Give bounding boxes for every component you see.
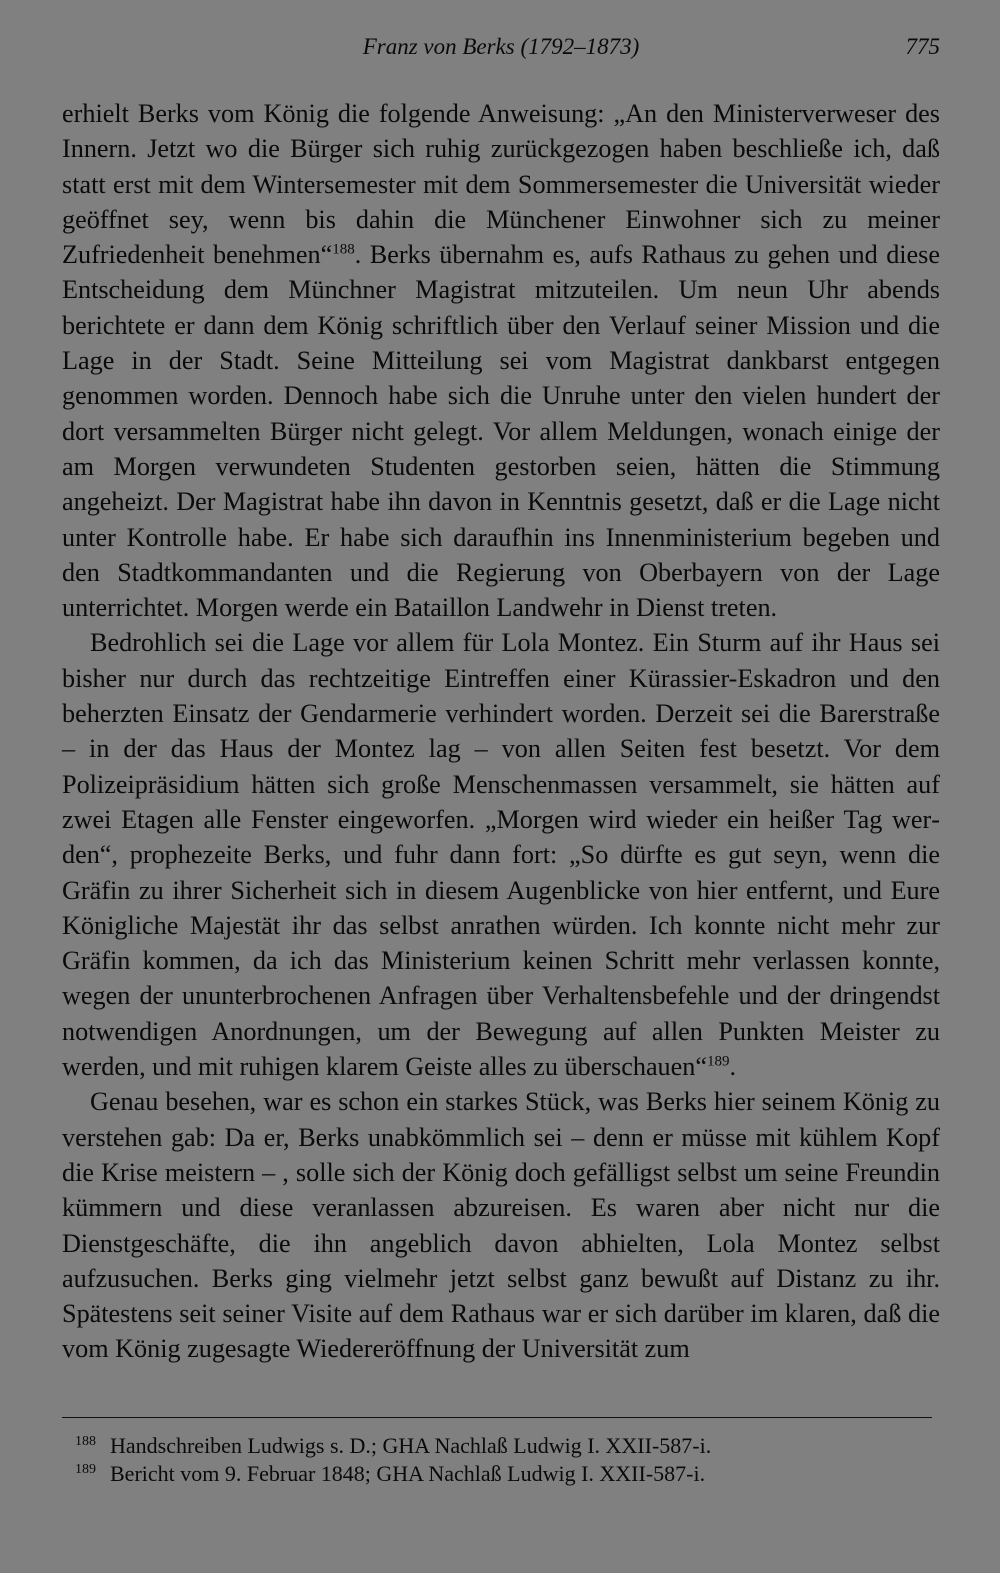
footnote-divider: [62, 1417, 932, 1418]
body-text: [62, 96, 940, 1367]
paragraph: [62, 1084, 940, 1366]
footnote-text: Handschreiben Ludwigs s. D.; GHA Nachlaß Ludwig I. XXII-587-i.: [110, 1433, 712, 1458]
text-run: . Berks übernahm es, aufs Rathaus zu gehen und diese Entscheidung dem Münchner Magistrat mitzuteilen. Um neun Uhr abends berichtete er dann dem König schriftlich über den Verlauf seiner Mission und die Lage in der Stadt. Seine Mitteilung sei vom Magistrat dankbarst entgegen genommen worden. Dennoch habe sich die Unruhe unter den vielen hundert der dort versammelten Bürger nicht gelegt. Vor allem Meldungen, wonach einige der am Morgen verwundeten Studenten gestorben seien, hätten die Stimmung angeheizt. Der Magistrat habe ihn davon in Kenntnis gesetzt, daß er die Lage nicht unter Kontrolle habe. Er habe sich daraufhin ins Innenministerium begeben und den Stadtkommandanten und die Regierung von Oberbayern von der Lage unterrichtet. Morgen werde ein Bataillon Landwehr in Dienst treten.: [62, 240, 940, 623]
footnote-reference: 189: [707, 1053, 730, 1070]
text-run: Genau besehen, war es schon ein starkes Stück, was Berks hier seinem König zu verstehen gab: Da er, Berks unabkömmlich sei – denn er müsse mit kühlem Kopf die Krise meistern – , solle sich der König doch gefälligst selbst um seine Freundin kümmern und diese veranlassen abzureisen. Es waren aber nicht nur die Dienstgeschäfte, die ihn angeblich davon abhielten, Lola Montez selbst aufzusuchen. Berks ging vielmehr jetzt selbst ganz bewußt auf Distanz zu ihr. Spätestens seit seiner Visite auf dem Rathaus war er sich darüber im klaren, daß die vom König zugesagte Wiedereröffnung der Universität zum: [62, 1087, 940, 1364]
running-title: Franz von Berks (1792–1873): [362, 34, 640, 59]
footnote-reference: 188: [332, 241, 355, 258]
text-run: .: [729, 1052, 737, 1082]
footnotes: [75, 1432, 935, 1488]
footnote-number: 188: [75, 1434, 96, 1450]
page-number: 775: [905, 34, 940, 59]
paragraph: [62, 625, 940, 1084]
footnote-text: Bericht vom 9. Februar 1848; GHA Nachlaß Ludwig I. XXII-587-i.: [110, 1461, 706, 1486]
paragraph: [62, 96, 940, 625]
footnote: [75, 1432, 935, 1460]
text-run: Bedrohlich sei die Lage vor allem für Lola Montez. Ein Sturm auf ihr Haus sei bisher nur durch das rechtzeitige Eintreffen einer Kürassier-Eskadron und den beherzten Einsatz der Gendarmerie verhindert worden. Derzeit sei die Barerstraße – in der das Haus der Montez lag – von allen Seiten fest besetzt. Vor dem Polizeipräsidium hätten sich große Menschenmassen versammelt, sie hätten auf zwei Etagen alle Fenster eingeworfen. „Morgen wird wieder ein heißer Tag werden“, prophezeite Berks, und fuhr dann fort: „So dürfte es gut seyn, wenn die Gräfin zu ihrer Sicherheit sich in diesem Augenblicke von hier entfernt, und Eure Königliche Majestät ihr das selbst anrathen würden. Ich konnte nicht mehr zur Gräfin kommen, da ich das Ministerium keinen Schritt mehr verlassen konnte, wegen der ununterbrochenen Anfragen über Verhaltensbefehle und der dringendst notwendigen Anordnungen, um der Bewegung auf allen Punkten Meister zu werden, und mit ruhigen klarem Geiste alles zu überschauen“: [62, 628, 940, 1082]
footnote: [75, 1460, 935, 1488]
text-run: erhielt Berks vom König die folgende Anweisung: „An den Ministerverweser des Innern. Jetzt wo die Bürger sich ruhig zurückgezogen haben beschließe ich, daß statt erst mit dem Wintersemester mit dem Sommersemester die Universität wieder geöffnet sey, wenn bis dahin die Münchener Einwohner sich zu meiner Zufriedenheit benehmen“: [62, 99, 940, 270]
page-header: [62, 34, 940, 70]
footnote-number: 189: [75, 1462, 96, 1478]
